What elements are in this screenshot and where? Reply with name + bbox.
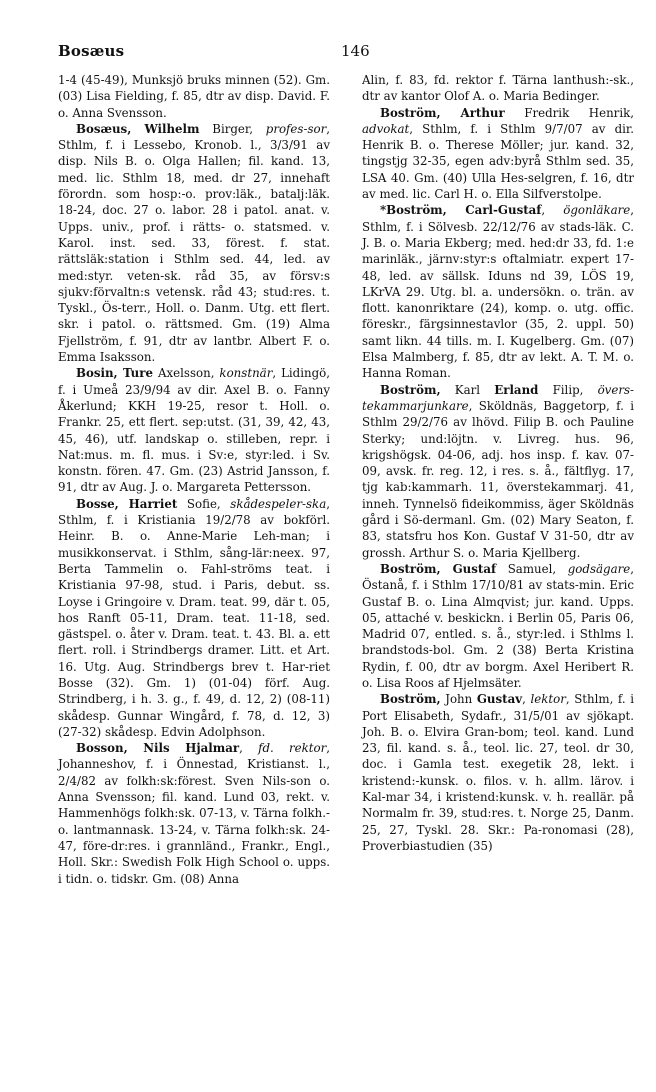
entry-profession: konstnär — [219, 366, 273, 381]
entry-name: *Boström, Carl-Gustaf — [380, 203, 542, 218]
entry-name: Boström, — [380, 382, 441, 397]
entry-profession: godsägare — [567, 561, 631, 576]
right-column — [362, 72, 634, 854]
entry-name-given: Gustav — [476, 692, 523, 707]
entry-profession: advokat — [362, 121, 410, 136]
entry-profession: ögonläkare — [563, 203, 631, 218]
entry-bostrom-gustav: Boström, John Gustav, lektor, Sthlm, f. i Port Elisabeth, Sydafr., 31/5/01 av sjökapt. Joh. B. o. Elvira Gran-bom; teol. kand. Lund 23, fil. kand. s. å., teol. lic. 27, teol. dr 30, doc. i Gamla test. exegetik 28, lekt. i kristend:-kunsk. o. filos. v. h. allm. lärov. i Kal-mar 34, i kristend:kunsk. v. h. reallär. på Normalm fr. 39, stud:res. t. Norge 25, Danm. 25, 27, Tyskl. 28. Skr.: Pa-ronomasi (28), Proverbiastudien (35) — [362, 692, 634, 853]
entry-bostrom-arthur: Boström, Arthur Fredrik Henrik, advokat, Sthlm, f. i Sthlm 9/7/07 av dir. Henrik B. o. Therese Möller; jur. kand. 32, tingstjg 32-35, egen adv:byrå Sthlm sed. 35, LSA 40. Gm. (40) Ulla Hes-selgren, f. 16, dtr av med. lic. Carl H. o. Ella Silfverstolpe. — [362, 105, 634, 202]
entry-bostrom-carl-gustaf: *Boström, Carl-Gustaf, ögonläkare, Sthlm, f. i Sölvesb. 22/12/76 av stads-läk. C. J. B. o. Maria Ekberg; med. hed:dr 33, fd. 1:e marinläk., järnv:styr:s oftalmiatr. expert 17-48, led. av sällsk. Iduns nd 39, LÖS 19, LKrVA 29. Utg. bl. a. undersökn. o. trän. av flott. kanonriktare (24), komp. o. utg. offic. föreskr., färgsinnestavlor (35, 2. uppl. 50) samt likn. 44 tills. m. I. Kugelberg. Gm. (07) Elsa Malmberg, f. 85, dtr av lekt. A. T. M. o. Hanna Roman. — [362, 203, 634, 381]
entry-bosin-ture: Bosin, Ture Axelsson, konstnär, Lidingö, f. i Umeå 23/9/94 av dir. Axel B. o. Fanny Åkerlund; KKH 19-25, resor t. Holl. o. Frankr. 25, ett flert. sep:utst. (31, 39, 42, 43, 45, 46), utf. landskap o. stilleben, repr. i Nat:mus. m. fl. mus. i Sv:e, styr:led. i Sv. konstn. fören. 47. Gm. (23) Astrid Jansson, f. 91, dtr av Aug. J. o. Margareta Pettersson. — [58, 366, 331, 495]
page-header — [58, 42, 644, 66]
entry-bosson-nils-hjalmar: Bosson, Nils Hjalmar, fd. rektor, Johanneshov, f. i Önnestad, Kristianst. l., 2/4/82 av folkh:sk:förest. Sven Nils-son o. Anna Svensson; fil. kand. Lund 03, rekt. v. Hammenhögs folkh:sk. 07-13, v. Tärna folkh.- o. lantmannask. 13-24, v. Tärna folkh:sk. 24-47, före-dr:res. i grannländ., Frankr., Engl., Holl. Skr.: Swedish Folk High School o. upps. i tidn. o. tidskr. Gm. (08) Anna — [58, 741, 331, 886]
entry-name: Bosse, Harriet — [76, 496, 178, 511]
left-column — [58, 72, 330, 887]
entry-bosse-harriet: Bosse, Harriet Sofie, skådespeler-ska, Sthlm, f. i Kristiania 19/2/78 av bokförl. Heinr. B. o. Anne-Marie Leh-man; i musikkonservat. i Sthlm, sång-lär:neex. 97, Berta Tammelin o. Fahl-ströms teat. i Kristiania 97-98, stud. i Paris, debut. ss. Loyse i Gringoire v. Dram. teat. 99, där t. 05, hos Ranft 05-11, Dram. teat. 11-18, sed. gästspel. o. åter v. Dram. teat. t. 43. Bl. a. ett flert. roll. i Strindbergs dramer. Litt. et Art. 16. Utg. Aug. Strindbergs brev t. Har-riet Bosse (32). Gm. 1) (01-04) förf. Aug. Strindberg, i h. 3. g., f. 49, d. 12, 2) (08-11) skådesp. Gunnar Wingård, f. 78, d. 12, 3) (27-32) skådesp. Edvin Adolphson. — [58, 496, 330, 739]
entry-profession: skådespeler-ska — [230, 496, 327, 511]
page-number: 146 — [341, 42, 370, 60]
entry-name: Boström, Arthur — [380, 105, 505, 120]
entry-profession: övers-tekammarjunkare — [362, 382, 635, 413]
entry-profession: lektor — [530, 692, 566, 707]
entry-bosaeus-wilhelm: Bosæus, Wilhelm Birger, profes-sor, Sthlm, f. i Lessebo, Kronob. l., 3/3/91 av disp. Nils B. o. Olga Hallen; fil. kand. 13, med. lic. Sthlm 18, med. dr 27, innehaft förordn. som hosp:-o. prov:läk., batalj:läk. 18-24, doc. 27 o. labor. 28 i patol. anat. v. Upps. univ., prof. i rätts- o. statsmed. v. Karol. inst. sed. 33, förest. f. stat. rättsläk:station i Sthlm sed. 44, led. av med:styr. veten-sk. råd 35, av försv:s sjukv:förvaltn:s vetensk. råd 43; stud:res. t. Tyskl., Ös-terr., Holl. o. Danm. Utg. ett flert. skr. i patol. o. rättsmed. Gm. (19) Alma Fjellström, f. 91, dtr av lantbr. Albert F. o. Emma Isaksson. — [58, 121, 330, 365]
entry-name-given: Erland — [494, 382, 539, 397]
entry-bostrom-gustaf: Boström, Gustaf Samuel, godsägare, Östanå, f. i Sthlm 17/10/81 av stats-min. Eric Gustaf B. o. Lina Almqvist; jur. kand. Upps. 05, attaché v. beskickn. i Berlin 05, Paris 06, Madrid 07, entled. s. å., styr:led. i Sthlms l. brandstods-bol. Gm. 2 (38) Berta Kristina Rydin, f. 00, dtr av borgm. Axel Heribert R. o. Lisa Roos af Hjelmsäter. — [362, 561, 634, 690]
entry-profession: profes-sor — [265, 121, 327, 136]
entry-name: Bosin, Ture — [76, 366, 153, 381]
entry-continuation: Alin, f. 83, fd. rektor f. Tärna lanthush:-sk., dtr av kantor Olof A. o. Maria Bedinger. — [362, 73, 634, 104]
entry-name: Bosson, Nils Hjalmar — [76, 741, 240, 756]
running-head-word: Bosæus — [58, 42, 125, 60]
entry-name: Bosæus, Wilhelm — [76, 121, 200, 136]
entry-name: Boström, Gustaf — [380, 561, 497, 576]
entry-profession: fd. rektor — [258, 741, 327, 756]
entry-bostrom-erland: Boström, Karl Erland Filip, övers-tekammarjunkare, Sköldnäs, Baggetorp, f. i Sthlm 29/2/76 av lhövd. Filip B. och Pauline Sterky; und:löjtn. v. Livreg. hus. 96, krigshögsk. 04-06, adj. hos insp. f. kav. 07-09, avsk. fr. reg. 12, i res. s. å., fältflyg. 17, tjg kab:kammarh. 11, överstekammarj. 41, inneh. Tynnelsö fideikommiss, äger Sköldnäs gård i Sö-dermanl. Gm. (02) Mary Seaton, f. 83, statsfru hos Kon. Gustaf V 31-50, dtr av grossh. Arthur S. o. Maria Kjellberg. — [362, 382, 635, 560]
entry-continuation: 1-4 (45-49), Munksjö bruks minnen (52). Gm. (03) Lisa Fielding, f. 85, dtr av disp. David. F. o. Anna Svensson. — [58, 73, 330, 120]
entry-name: Boström, — [380, 692, 441, 707]
